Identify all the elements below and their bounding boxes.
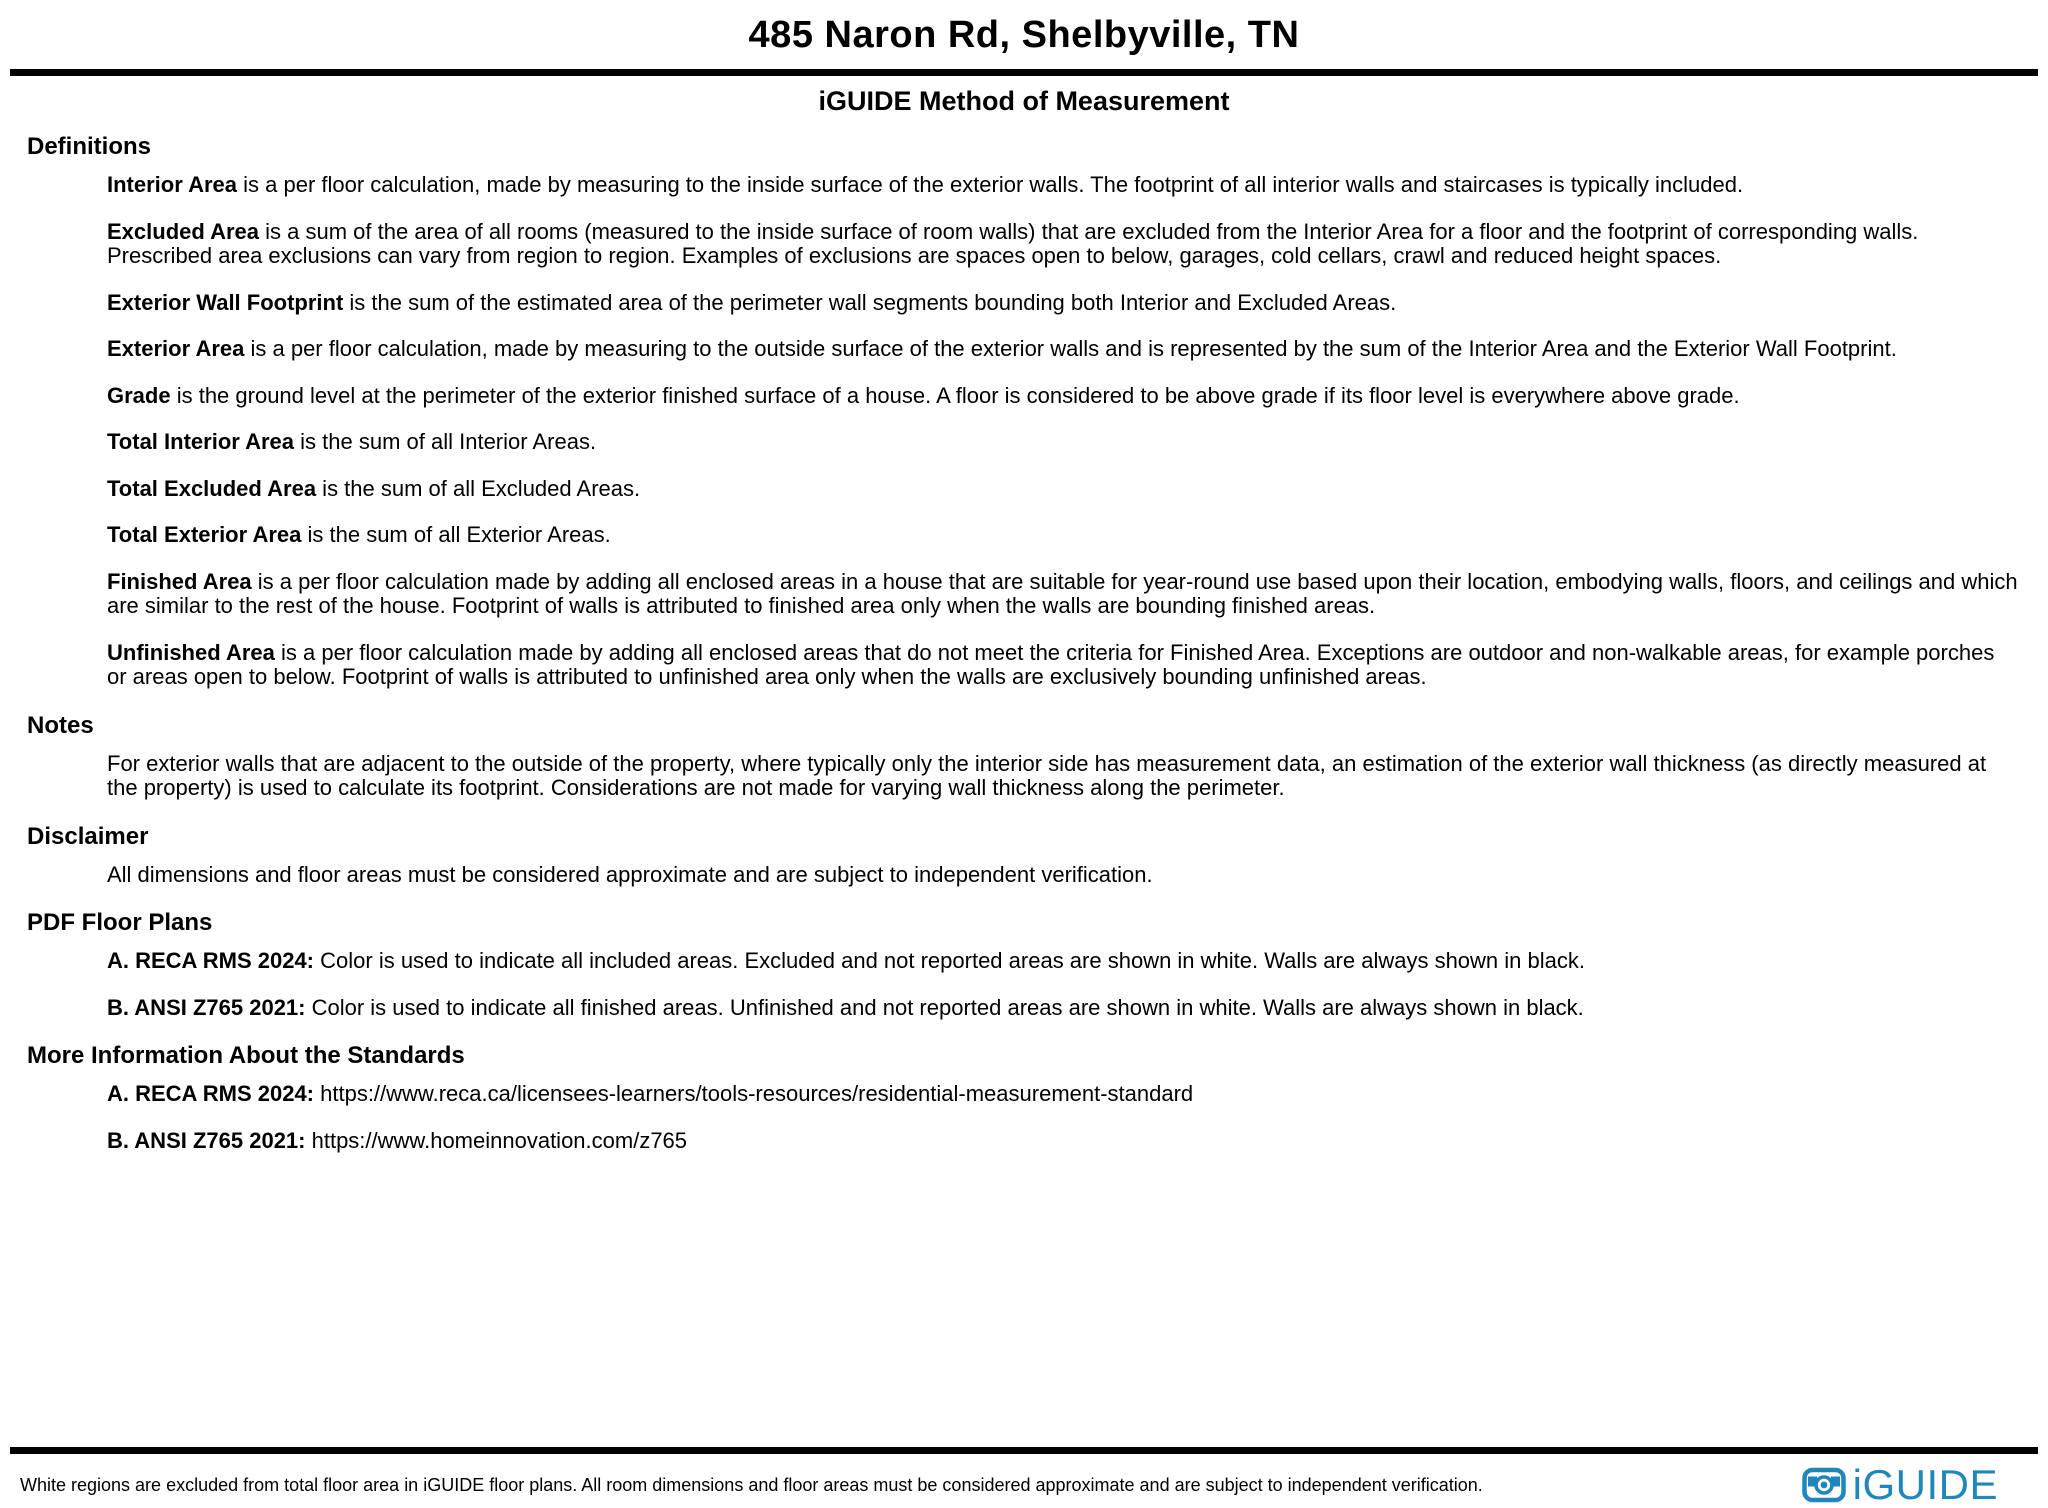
paragraph <box>107 641 2018 690</box>
paragraph-text: is a per floor calculation made by adding all enclosed areas in a house that are suitable for year-round use based upon their location, embodying walls, floors, and ceilings and which are similar to the rest of the house. Footprint of walls is attributed to finished area only when the walls are bounding finished areas. <box>107 568 2018 618</box>
footer-note: White regions are excluded from total floor area in iGUIDE floor plans. All room dimensions and floor areas must be considered approximate and are subject to independent verification. <box>20 1475 1483 1495</box>
paragraph <box>107 477 2018 502</box>
paragraph-text: is a per floor calculation, made by measuring to the outside surface of the exterior walls and is represented by the sum of the Interior Area and the Exterior Wall Footprint. <box>244 336 1897 361</box>
section-paragraphs <box>0 173 2048 690</box>
paragraph-text: All dimensions and floor areas must be considered approximate and are subject to independent verification. <box>107 861 1153 887</box>
paragraph <box>107 220 2018 269</box>
section-paragraphs <box>0 949 2048 1020</box>
section-heading: Definitions <box>27 133 151 160</box>
paragraph <box>107 523 2018 548</box>
paragraph-text: Color is used to indicate all included areas. Excluded and not reported areas are shown in white. Walls are always shown in black. <box>314 948 1585 973</box>
paragraph-text: is a per floor calculation made by adding all enclosed areas that do not meet the criteria for Finished Area. Exceptions are outdoor and non-walkable areas, for example porches or areas open to below. Footprint of walls is attributed to unfinished area only when the walls are exclusively bounding unfinished areas. <box>107 639 1995 689</box>
paragraph <box>107 863 2018 888</box>
page-subtitle: iGUIDE Method of Measurement <box>818 86 1230 116</box>
paragraph <box>107 1082 2018 1107</box>
section-pdf-floor-plans <box>0 909 2048 1020</box>
section-heading: Disclaimer <box>27 822 149 850</box>
paragraph-text: is a per floor calculation, made by measuring to the inside surface of the exterior walls. The footprint of all interior walls and staircases is typically included. <box>237 172 1744 197</box>
section-heading: PDF Floor Plans <box>27 909 213 936</box>
paragraph-lead: Total Interior Area <box>107 429 295 454</box>
paragraph-text: For exterior walls that are adjacent to the outside of the property, where typically only the interior side has measurement data, an estimation of the exterior wall thickness (as directly measured at the property) is used to calculate its footprint. Considerations are not made for varying wall thickness along the perimeter. <box>107 750 1987 800</box>
paragraph-text: is a sum of the area of all rooms (measured to the inside surface of room walls) that are excluded from the Interior Area for a floor and the footprint of corresponding walls. Prescribed area exclusions can vary from region to region. Examples of exclusions are spaces open to below, garages, cold cellars, crawl and reduced height spaces. <box>107 218 1919 268</box>
paragraph-text: is the sum of all Interior Areas. <box>294 429 597 454</box>
iguide-logo-text: iGUIDE <box>1852 1461 1998 1508</box>
paragraph <box>107 337 2018 362</box>
paragraph-text: https://www.reca.ca/licensees-learners/tools-resources/residential-measurement-standard <box>314 1081 1194 1106</box>
section-heading: Notes <box>27 711 94 739</box>
paragraph <box>107 173 2018 198</box>
paragraph <box>107 384 2018 409</box>
section-more-information-about-the-standards <box>0 1042 2048 1153</box>
paragraph <box>107 570 2018 619</box>
section-definitions <box>0 133 2048 690</box>
paragraph <box>107 291 2018 316</box>
paragraph-lead: Finished Area <box>107 568 252 594</box>
paragraph <box>107 996 2018 1021</box>
header-divider <box>10 69 2038 76</box>
page-footer <box>0 1447 2048 1508</box>
section-heading: More Information About the Standards <box>27 1042 465 1069</box>
paragraph <box>107 949 2018 974</box>
paragraph <box>107 752 2018 801</box>
paragraph-lead: Total Excluded Area <box>107 475 317 501</box>
paragraph-lead: Exterior Wall Footprint <box>107 289 344 315</box>
footer-row <box>0 1454 2048 1508</box>
paragraph-lead: Exterior Area <box>107 336 245 361</box>
paragraph-text: is the sum of all Excluded Areas. <box>316 475 641 501</box>
paragraph-text: is the sum of the estimated area of the perimeter wall segments bounding both Interior and Excluded Areas. <box>343 289 1397 315</box>
page-title: 485 Naron Rd, Shelbyville, TN <box>748 14 1300 56</box>
sections <box>0 121 2048 1175</box>
section-notes <box>0 712 2048 801</box>
paragraph-lead: A. RECA RMS 2024: <box>107 948 315 973</box>
paragraph <box>107 1129 2018 1154</box>
paragraph-lead: Total Exterior Area <box>107 522 302 547</box>
paragraph-lead: Interior Area <box>107 172 238 197</box>
paragraph-text: is the sum of all Exterior Areas. <box>301 522 611 547</box>
paragraph-lead: Unfinished Area <box>107 639 275 665</box>
paragraph-lead: Grade <box>107 382 171 408</box>
paragraph-text: Color is used to indicate all finished areas. Unfinished and not reported areas are shown in white. Walls are always shown in black. <box>305 994 1584 1020</box>
paragraph-text: is the ground level at the perimeter of the exterior finished surface of a house. A floor is considered to be above grade if its floor level is everywhere above grade. <box>170 382 1740 408</box>
section-disclaimer <box>0 823 2048 888</box>
paragraph-lead: B. ANSI Z765 2021: <box>107 1127 306 1153</box>
paragraph <box>107 430 2018 455</box>
paragraph-text: https://www.homeinnovation.com/z765 <box>305 1127 688 1153</box>
paragraph-lead: A. RECA RMS 2024: <box>107 1081 315 1106</box>
iguide-logo <box>1802 1461 1998 1508</box>
paragraph-lead: Excluded Area <box>107 218 260 244</box>
section-paragraphs <box>0 1082 2048 1153</box>
iguide-camera-icon <box>1802 1466 1846 1504</box>
footer-divider <box>10 1447 2038 1454</box>
paragraph-lead: B. ANSI Z765 2021: <box>107 994 306 1020</box>
section-paragraphs <box>0 752 2048 801</box>
section-paragraphs <box>0 863 2048 888</box>
